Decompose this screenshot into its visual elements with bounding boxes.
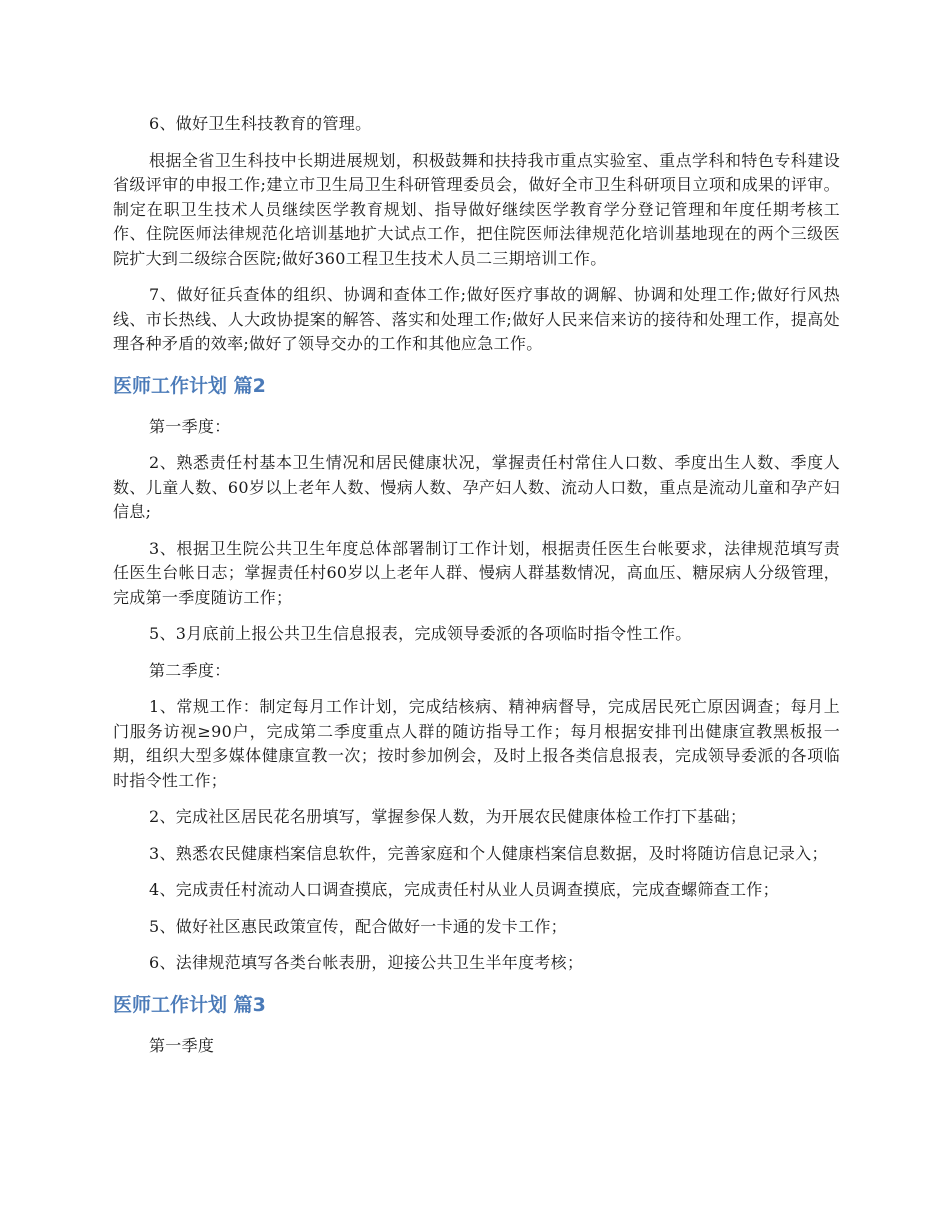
paragraph: 3、根据卫生院公共卫生年度总体部署制订工作计划，根据责任医生台帐要求，法律规范填写责任医生台帐日志；掌握责任村60岁以上老年人群、慢病人群基数情况，高血压、糖尿病人分级管理，完成第一季度随访工作； xyxy=(113,538,840,607)
paragraph: 4、完成责任村流动人口调查摸底，完成责任村从业人员调查摸底，完成查螺筛查工作； xyxy=(149,880,779,899)
paragraph: 5、做好社区惠民政策宣传，配合做好一卡通的发卡工作； xyxy=(149,916,567,936)
paragraph: 根据全省卫生科技中长期进展规划，积极鼓舞和扶持我市重点实验室、重点学科和特色专科建设省级评审的申报工作;建立市卫生局卫生科研管理委员会，做好全市卫生科研项目立项和成果的评审。制定在职卫生技术人员继续医学教育规划、指导做好继续医学教育学分登记管理和年度任期考核工作、住院医师法律规范化培训基地扩大试点工作，把住院医师法律规范化培训基地现在的两个三级医院扩大到二级综合医院;做好360工程卫生技术人员二三期培训工作。 xyxy=(113,150,840,268)
section-heading: 医师工作计划 篇2 xyxy=(113,374,266,397)
paragraph: 7、做好征兵查体的组织、协调和查体工作;做好医疗事故的调解、协调和处理工作;做好行风热线、市长热线、人大政协提案的解答、落实和处理工作;做好人民来信来访的接待和处理工作，提高处理各种矛盾的效率;做好了领导交办的工作和其他应急工作。 xyxy=(113,285,840,353)
paragraph: 第一季度： xyxy=(149,416,231,436)
paragraph: 1、常规工作：制定每月工作计划，完成结核病、精神病督导，完成居民死亡原因调查；每月上门服务访视≥90户，完成第二季度重点人群的随访指导工作；每月根据安排刊出健康宣教黑板报一期，组织大型多媒体健康宣教一次；按时参加例会，及时上报各类信息报表，完成领导委派的各项临时指令性工作； xyxy=(113,697,840,790)
paragraph: 6、做好卫生科技教育的管理。 xyxy=(149,114,372,133)
section-heading: 医师工作计划 篇3 xyxy=(113,993,266,1016)
paragraph: 第一季度 xyxy=(149,1035,215,1055)
paragraph: 第二季度： xyxy=(149,660,231,680)
paragraph: 3、熟悉农民健康档案信息软件，完善家庭和个人健康档案信息数据，及时将随访信息记录入； xyxy=(149,843,828,863)
section-2 xyxy=(113,373,840,976)
section-1 xyxy=(113,112,840,357)
paragraph: 5、3月底前上报公共卫生信息报表，完成领导委派的各项临时指令性工作。 xyxy=(149,624,692,643)
paragraph: 2、熟悉责任村基本卫生情况和居民健康状况，掌握责任村常住人口数、季度出生人数、季度人数、儿童人数、60岁以上老年人数、慢病人数、孕产妇人数、流动人口数，重点是流动儿童和孕产妇信息; xyxy=(113,453,840,521)
section-3 xyxy=(113,992,840,1059)
paragraph: 2、完成社区居民花名册填写，掌握参保人数，为开展农民健康体检工作打下基础； xyxy=(149,807,747,826)
paragraph: 6、法律规范填写各类台帐表册，迎接公共卫生半年度考核； xyxy=(149,953,584,972)
